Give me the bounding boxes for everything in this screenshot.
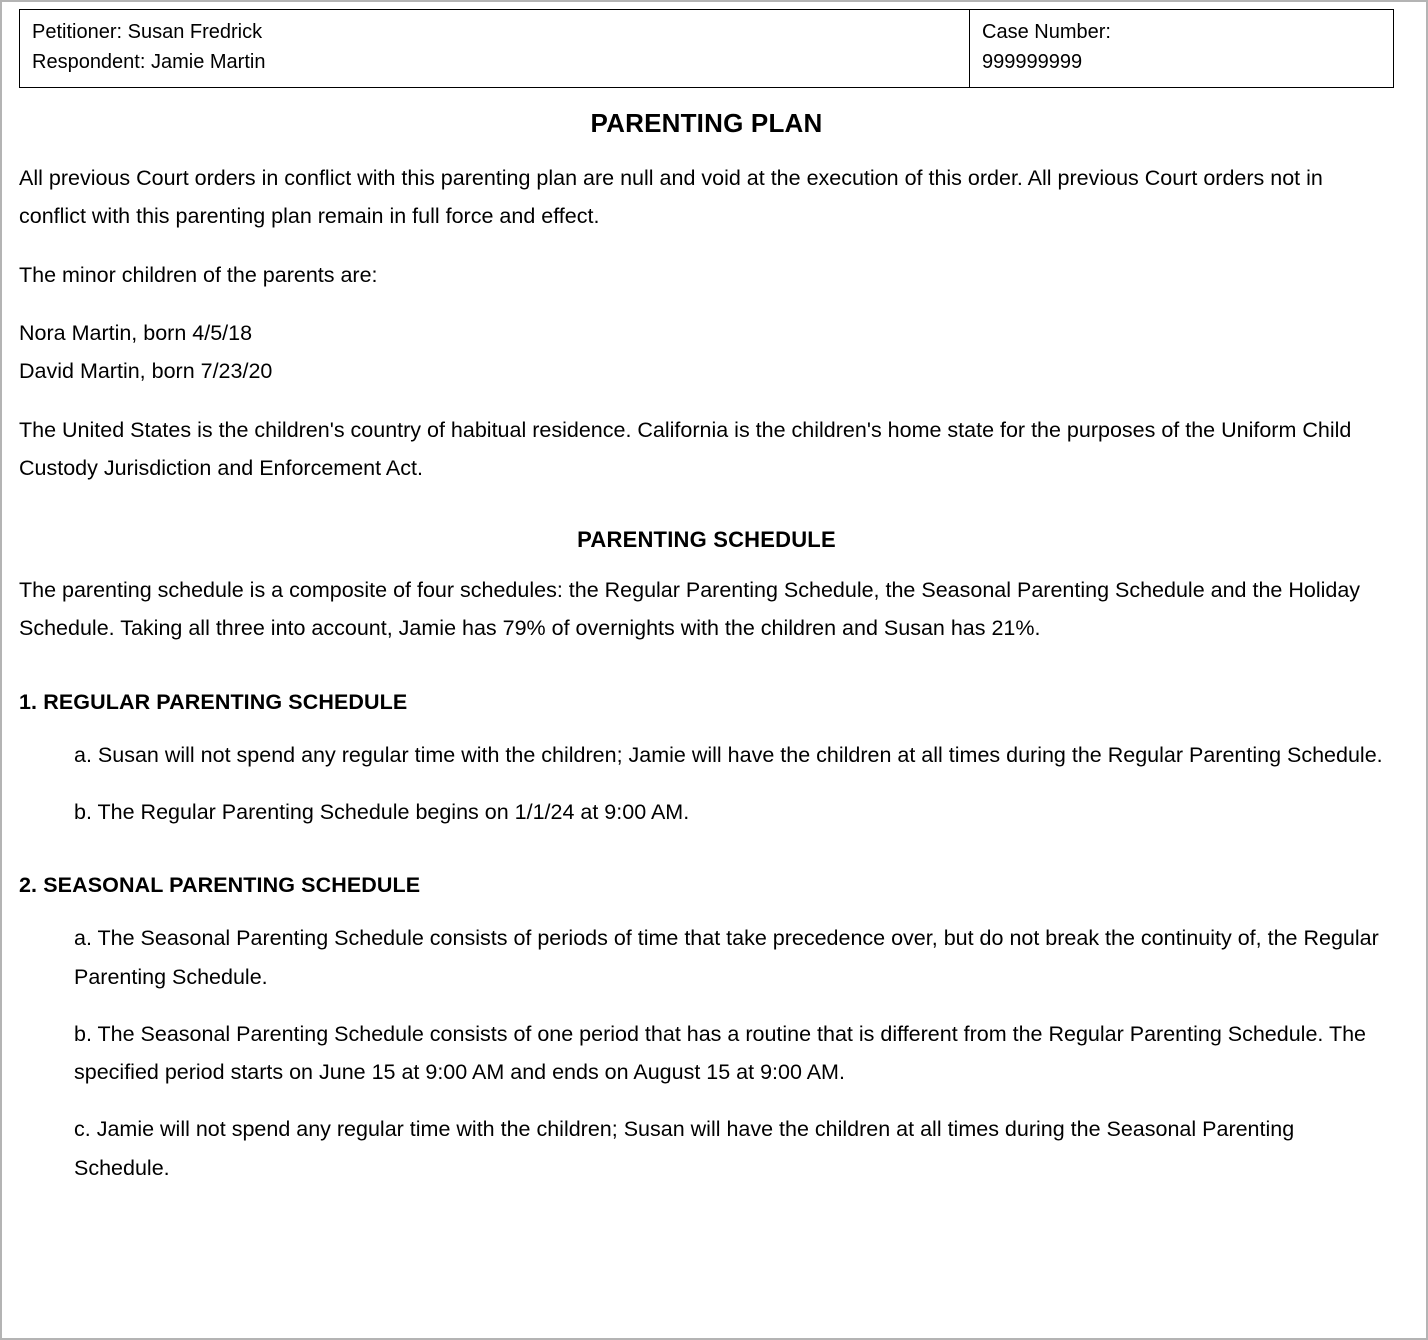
section-2-item-a: a. The Seasonal Parenting Schedule consists of periods of time that take precedence over, but do not break the continuity of, the Regular Parenting Schedule. <box>74 926 1379 989</box>
section-1-item-b: b. The Regular Parenting Schedule begins on 1/1/24 at 9:00 AM. <box>74 799 690 824</box>
respondent-line: Respondent: Jamie Martin <box>32 50 266 73</box>
residence-paragraph: The United States is the children's country of habitual residence. California is the children's home state for the purposes of the Uniform Child Custody Jurisdiction and Enforcement Act. <box>19 417 1352 480</box>
children-intro-paragraph: The minor children of the parents are: <box>19 262 378 287</box>
intro-paragraph: All previous Court orders in conflict with this parenting plan are null and void at the execution of this order. All previous Court orders not in conflict with this parenting plan remain in full force and effect. <box>19 166 1323 229</box>
list-item: Nora Martin, born 4/5/18 <box>19 320 253 345</box>
parenting-schedule-heading: PARENTING SCHEDULE <box>577 527 836 553</box>
case-header-table <box>19 9 1394 88</box>
page-title: PARENTING PLAN <box>590 108 823 139</box>
section-1-item-a: a. Susan will not spend any regular time with the children; Jamie will have the children at all times during the Regular Parenting Schedule. <box>74 742 1383 767</box>
children-list <box>19 314 1394 391</box>
section-2-item-c: c. Jamie will not spend any regular time with the children; Susan will have the children at all times during the Seasonal Parenting Schedule. <box>74 1117 1295 1180</box>
schedule-overview-paragraph: The parenting schedule is a composite of four schedules: the Regular Parenting Schedule, the Seasonal Parenting Schedule and the Holiday Schedule. Taking all three into account, Jamie has 79% of overnights with the children and Susan has 21%. <box>19 578 1361 641</box>
list-item: David Martin, born 7/23/20 <box>19 359 273 384</box>
case-number-value: 999999999 <box>982 50 1083 73</box>
case-number-cell <box>970 10 1394 88</box>
petitioner-line: Petitioner: Susan Fredrick <box>32 21 263 43</box>
section-heading-seasonal-parenting-schedule: 2. SEASONAL PARENTING SCHEDULE <box>19 873 421 898</box>
document-content <box>19 9 1394 1187</box>
case-number-label: Case Number: <box>982 21 1111 43</box>
section-heading-regular-parenting-schedule: 1. REGULAR PARENTING SCHEDULE <box>19 689 408 714</box>
section-2-item-b: b. The Seasonal Parenting Schedule consists of one period that has a routine that is different from the Regular Parenting Schedule. The specified period starts on June 15 at 9:00 AM and ends on August 15 at 9:00 AM. <box>74 1021 1367 1085</box>
table-row <box>20 10 1394 88</box>
parties-cell <box>20 10 970 88</box>
